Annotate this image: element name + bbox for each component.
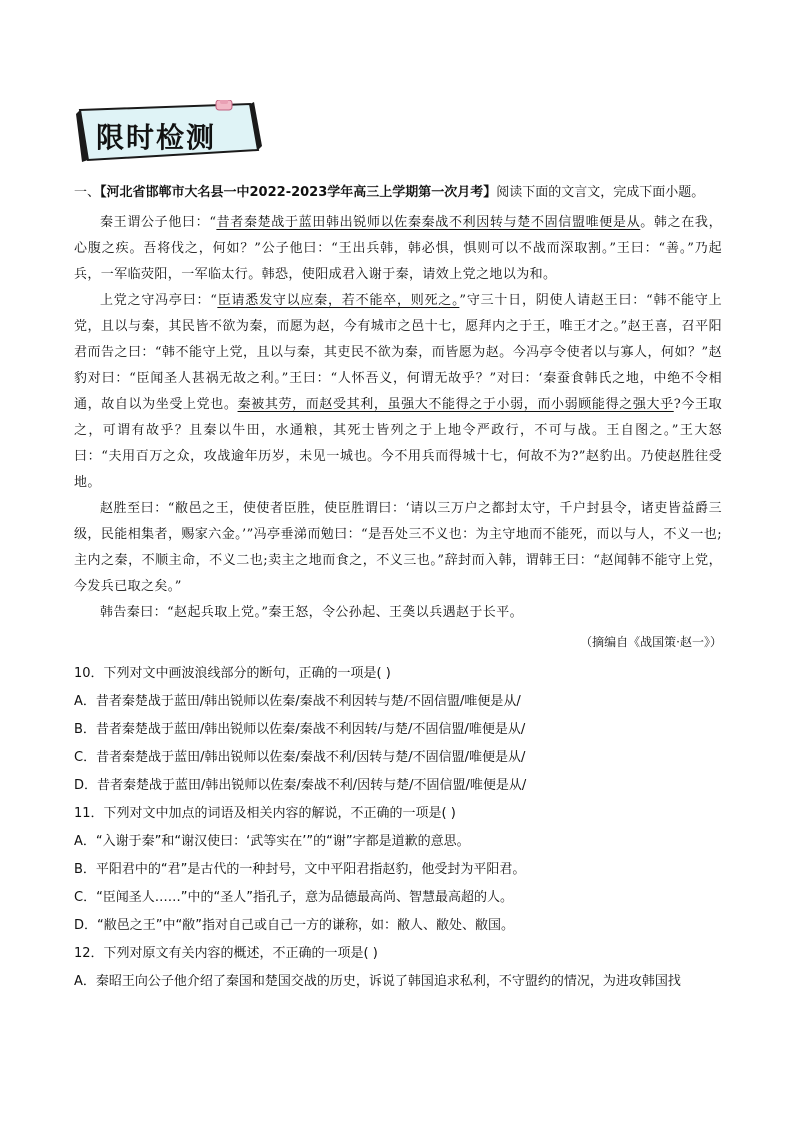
section-number: 一、 (74, 185, 101, 200)
passage-text: 。韩之在我，心腹之疾。吾将伐之，何如？”公子他曰：“王出兵韩，韩必惧，惧则可以不战而深取割。”王曰：“善。”乃起兵，一军临荧阳，一军临太行。韩恐，使阳成君入谢于秦，请效上党之地以为和。 (74, 215, 722, 282)
option-11-a: A．“入谢于秦”和“谢汉使曰：‘武等实在’”的“谢”字都是道歉的意思。 (74, 834, 470, 849)
option-11-c: C．“臣闻圣人……”中的“圣人”指孔子，意为品德最高尚、智慧最高超的人。 (74, 890, 514, 905)
wavy-underlined-text: 昔者秦楚战于蓝田韩出锐师以佐秦秦战不利因转与楚不固信盟唯便是从 (216, 215, 641, 230)
passage-text: ?今王取之，可谓有故乎？且秦以牛田，水通粮，其死士皆列之于上地令严政行，不可与战。王自图之。”王大怒曰：“夫用百万之众，攻战逾年历岁，未见一城也。今不用兵而得城十七，何故不为?”赵豹出。乃使赵胜往受地。 (74, 397, 722, 490)
section-banner (74, 100, 262, 164)
passage-paragraph-2 (74, 288, 722, 496)
option-11-d: D．“敝邑之王”中“敝”指对自己或自己一方的谦称，如：敝人、敝处、敝国。 (74, 918, 514, 933)
section-source-tag: 【河北省邯郸市大名县一中2022-2023学年高三上学期第一次月考】 (100, 185, 497, 200)
question-10: 10．下列对文中画波浪线部分的断句，正确的一项是( ) (74, 666, 391, 681)
passage-paragraph-4: 韩告秦曰：“赵起兵取上党。”秦王怒，令公孙起、王䶮以兵遇赵于长平。 (100, 605, 523, 620)
underlined-text: 臣请悉发守以应秦，若不能卒，则死之。 (217, 293, 460, 308)
passage-source: （摘编自《战国策·赵一》） (580, 635, 722, 649)
underlined-text: 秦被其劳，而赵受其利，虽强大不能得之于小弱，而小弱顾能得之强大乎 (237, 397, 674, 412)
passage-paragraph-3: 赵胜至曰：“敝邑之王，使使者臣胜，使臣胜谓曰：‘请以三万户之都封太守，千户封县令，诸吏皆益爵三级，民能相集者，赐家六金。’”冯亭垂涕而勉曰：“是吾处三不义也：为主守地而不能死，而以与人，不义一也;主内之秦，不顺主命，不义二也;卖主之地而食之，不义三也。”辞封而入韩，谓韩王曰：“赵闻韩不能守上党，今发兵已取之矣。” (74, 501, 722, 594)
passage-text: 上党之守冯亭曰：“ (100, 293, 218, 308)
section-instruction: 阅读下面的文言文，完成下面小题。 (496, 185, 705, 200)
option-10-a: A．昔者秦楚战于蓝田/韩出锐师以佐秦/秦战不利因转与楚/不固信盟/唯便是从/ (74, 694, 521, 709)
banner-title: 限时检测 (96, 121, 217, 154)
option-11-b: B．平阳君中的“君”是古代的一种封号，文中平阳君指赵豹，他受封为平阳君。 (74, 862, 526, 877)
document-body (74, 180, 722, 996)
question-11: 11．下列对文中加点的词语及相关内容的解说，不正确的一项是( ) (74, 806, 456, 821)
option-10-b: B．昔者秦楚战于蓝田/韩出锐师以佐秦/秦战不利因转/与楚/不固信盟/唯便是从/ (74, 722, 526, 737)
option-12-a: A．秦昭王向公子他介绍了秦国和楚国交战的历史，诉说了韩国追求私利，不守盟约的情况，为进攻韩国找 (74, 974, 681, 989)
passage-text: ”守三十日，阴使人请赵王曰：“韩不能守上党，且以与秦，其民皆不欲为秦，而愿为赵，今有城市之邑十七，愿拜内之于王，唯王才之。”赵王喜，召平阳君而告之曰：“韩不能守上党，且以与秦，其吏民不欲为秦，而皆愿为赵。今冯亭令使者以与寡人，何如？”赵豹对曰：“臣闻圣人甚祸无故之利。”王曰：“人怀吾义，何谓无故乎？”对曰：‘秦蚕食韩氏之地，中绝不令相通，故自以为坐受上党也。 (74, 293, 723, 412)
section-heading (74, 180, 722, 206)
question-12: 12．下列对原文有关内容的概述，不正确的一项是( ) (74, 946, 378, 961)
passage-paragraph-1 (74, 210, 722, 288)
option-10-c: C．昔者秦楚战于蓝田/韩出锐师以佐秦/秦战不利/因转与楚/不固信盟/唯便是从/ (74, 750, 526, 765)
option-10-d: D．昔者秦楚战于蓝田/韩出锐师以佐秦/秦战不利/因转与楚/不固信盟/唯便是从/ (74, 778, 527, 793)
passage-text: 秦王谓公子他曰：“ (100, 215, 217, 230)
